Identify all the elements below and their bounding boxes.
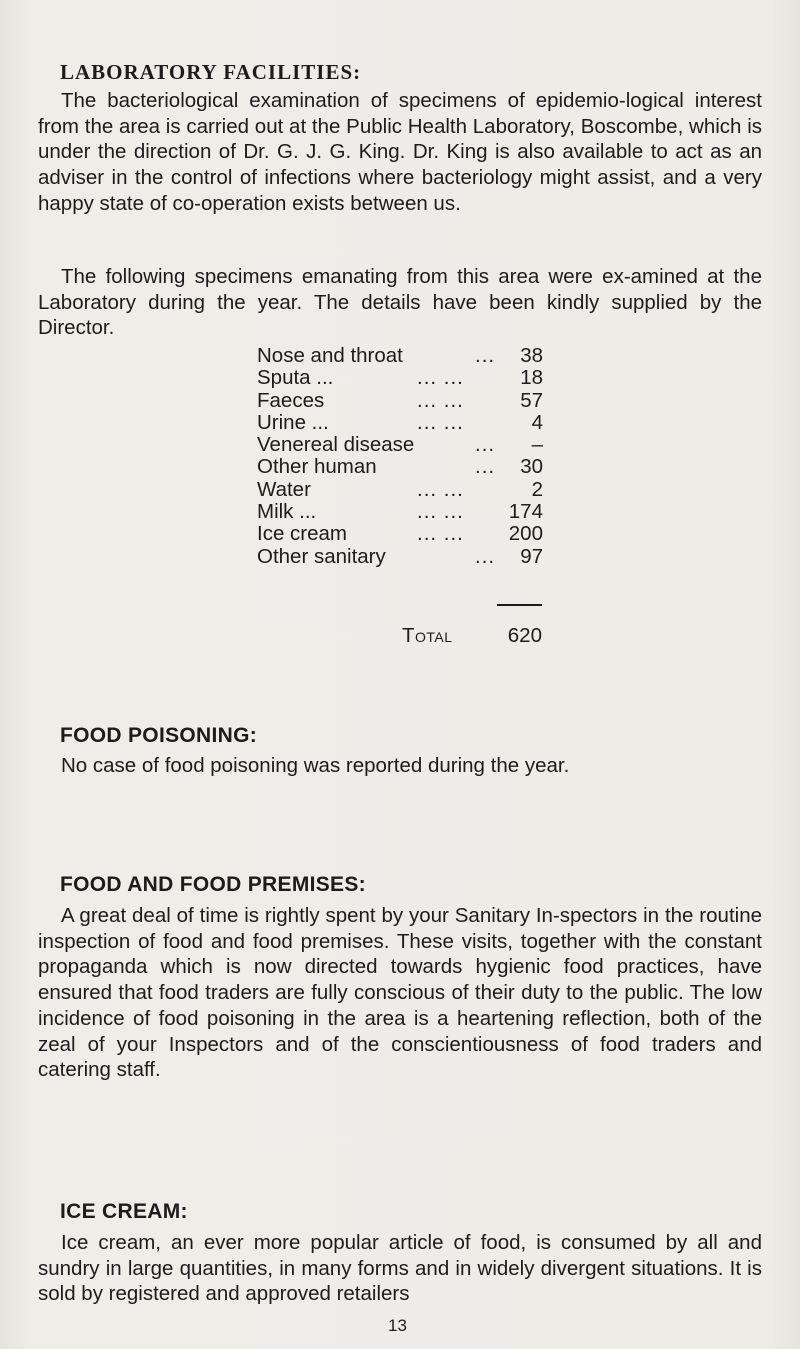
total-value: 620 <box>507 624 542 647</box>
specimen-count: 200 <box>508 522 543 546</box>
table-row <box>257 412 543 434</box>
page-number: 13 <box>388 1316 407 1335</box>
food-poisoning-paragraph: No case of food poisoning was reported during the year. <box>61 754 570 777</box>
leader-dots: ... ... <box>417 477 464 501</box>
specimen-name: Venereal disease <box>257 433 415 457</box>
specimen-name: Nose and throat <box>257 344 403 367</box>
specimen-name: Ice cream <box>257 522 347 546</box>
table-row <box>257 501 543 523</box>
specimen-count: 30 <box>520 455 543 479</box>
food-premises-heading: FOOD AND FOOD PREMISES: <box>60 873 366 896</box>
specimen-name: Water <box>257 477 311 501</box>
specimen-count: 38 <box>520 344 543 367</box>
table-row <box>257 367 543 389</box>
table-row <box>257 390 543 412</box>
leader-dots: ... ... <box>417 388 464 412</box>
food-poisoning-heading: FOOD POISONING: <box>60 724 258 747</box>
specimen-count: 57 <box>520 388 543 412</box>
table-row <box>257 546 543 568</box>
specimen-name: Other sanitary <box>257 544 386 568</box>
laboratory-heading: LABORATORY FACILITIES: <box>60 60 362 84</box>
ice-cream-paragraph: Ice cream, an ever more popular article of food, is consumed by all and sundry in large quantities, in many forms and in widely divergent situations. It is sold by registered and approved retailers <box>38 1231 762 1306</box>
specimen-name: Other human <box>257 455 377 479</box>
leader-dots: ... <box>475 455 496 479</box>
specimen-count: 97 <box>520 544 543 568</box>
ice-cream-heading: ICE CREAM: <box>60 1200 188 1223</box>
table-row <box>257 434 543 456</box>
table-row <box>257 479 543 501</box>
specimen-count: 4 <box>531 410 543 434</box>
food-premises-paragraph: A great deal of time is rightly spent by your Sanitary In-spectors in the routine inspection of food and food premises. These visits, together with the constant propaganda which is now directed towards hygienic food practices, have ensured that food traders are fully conscious of their duty to the public. The low incidence of food poisoning in the area is a heartening reflection, both of the zeal of your Inspectors and of the conscientiousness of food traders and catering staff. <box>38 904 762 1082</box>
specimen-count: 2 <box>531 477 543 501</box>
leader-dots: ... ... <box>417 522 464 546</box>
leader-dots: ... ... <box>417 500 464 524</box>
laboratory-paragraph-1: The bacteriological examination of specimens of epidemio-logical interest from the area is carried out at the Public Health Laboratory, Boscombe, which is under the direction of Dr. G. J. G. King. Dr. King is also available to act as an adviser in the control of infections where bacteriology might assist, and a very happy state of co-operation exists between us. <box>38 89 762 215</box>
table-row <box>257 523 543 545</box>
specimen-count: – <box>531 433 543 457</box>
total-rule <box>497 604 542 606</box>
specimen-name: Faeces <box>257 388 325 412</box>
total-label: Total <box>402 624 453 647</box>
specimen-name: Sputa ... <box>257 366 334 390</box>
leader-dots: ... ... <box>417 366 464 390</box>
specimen-count: 174 <box>508 500 543 524</box>
specimen-count: 18 <box>520 366 543 390</box>
specimens-table <box>257 345 543 568</box>
leader-dots: ... <box>475 344 496 367</box>
table-row <box>257 456 543 478</box>
leader-dots: ... ... <box>417 410 464 434</box>
specimen-name: Urine ... <box>257 410 329 434</box>
specimen-name: Milk ... <box>257 500 317 524</box>
table-row <box>257 345 543 367</box>
leader-dots: ... <box>475 544 496 568</box>
laboratory-paragraph-2: The following specimens emanating from this area were ex-amined at the Laboratory during the year. The details have been kindly supplied by the Director. <box>38 265 762 340</box>
leader-dots: ... <box>475 433 496 457</box>
